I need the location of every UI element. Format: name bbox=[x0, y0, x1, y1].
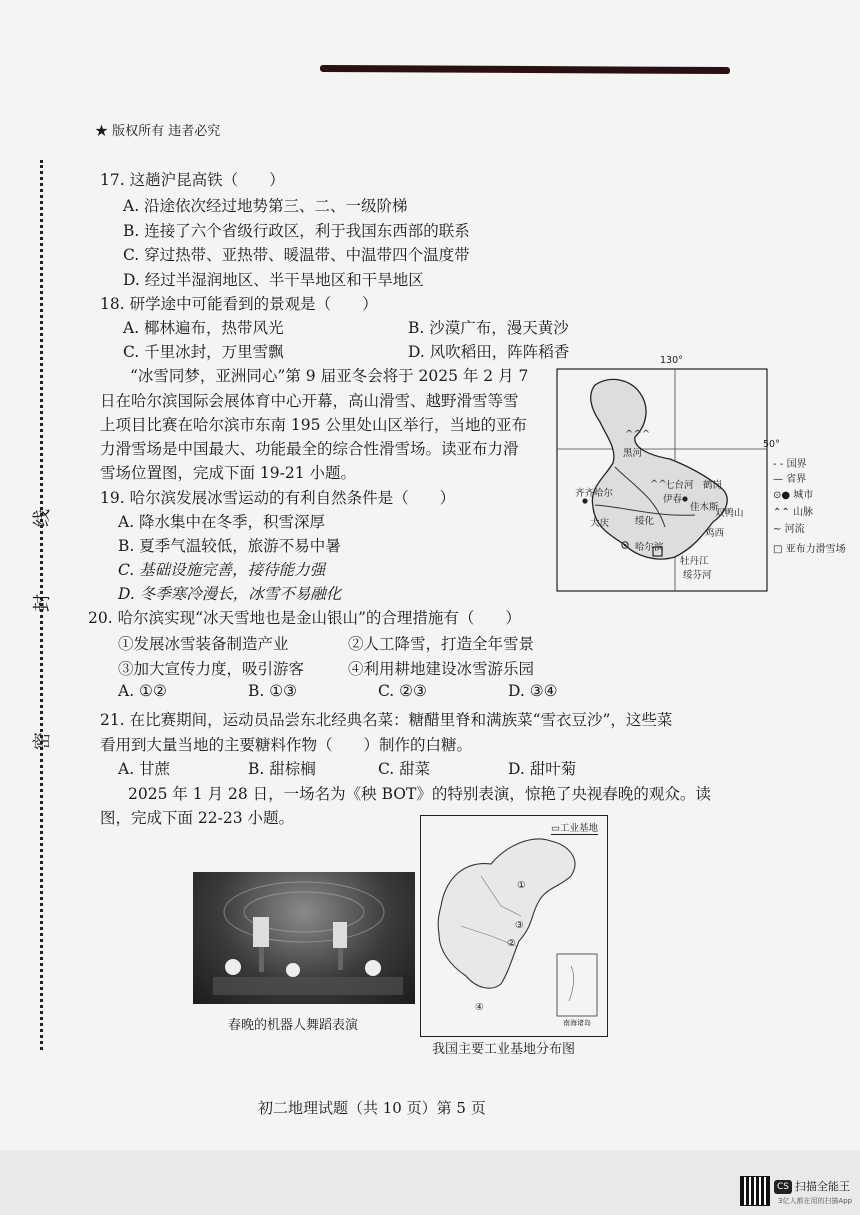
robot-dance-figures bbox=[193, 872, 415, 1004]
q20-statement-1: ①发展冰雪装备制造产业 bbox=[118, 635, 289, 653]
ski-resort-icon: □ bbox=[773, 544, 783, 555]
svg-text:^^^: ^^^ bbox=[625, 429, 651, 440]
passage1-line2: 日在哈尔滨国际会展体育中心开幕，高山滑雪、越野滑雪等雪 bbox=[100, 392, 519, 410]
q21-option-d: D. 甜叶菊 bbox=[508, 760, 577, 778]
national-border-icon: - - bbox=[773, 459, 784, 470]
map2-marker-2: ② bbox=[507, 938, 516, 949]
passage1-line5: 雪场位置图，完成下面 19-21 小题。 bbox=[100, 464, 357, 482]
robot-dance-photo bbox=[193, 872, 415, 1004]
page-footer: 初二地理试题（共 10 页）第 5 页 bbox=[258, 1099, 486, 1117]
river-icon: ∼ bbox=[773, 524, 782, 535]
map2-caption: 我国主要工业基地分布图 bbox=[432, 1042, 576, 1057]
passage2-line1: 2025 年 1 月 28 日，一场名为《秧 BOT》的特别表演，惊艳了央视春晚的观众。读 bbox=[128, 785, 711, 803]
q21-stem-line2: 看用到大量当地的主要糖料作物（ ）制作的白糖。 bbox=[100, 736, 473, 754]
q19-option-a: A. 降水集中在冬季，积雪深厚 bbox=[118, 513, 326, 531]
q17-option-c: C. 穿过热带、亚热带、暖温带、中温带四个温度带 bbox=[123, 246, 470, 264]
q21-stem-line1: 21. 在比赛期间，运动员品尝东北经典名菜：糖醋里脊和满族菜“雪衣豆沙”，这些菜 bbox=[100, 711, 673, 729]
yabuli-location-map bbox=[555, 355, 847, 593]
q19-option-d: D. 冬季寒冷漫长，冰雪不易融化 bbox=[118, 585, 342, 603]
legend-national-border: - - 国界 bbox=[773, 459, 807, 470]
q20-statement-4: ④利用耕地建设冰雪游乐园 bbox=[348, 660, 535, 678]
q20-statement-3: ③加大宣传力度，吸引游客 bbox=[118, 660, 305, 678]
margin-char-feng: 封 bbox=[32, 594, 53, 612]
map1-city-heihe: 黑河 bbox=[623, 448, 643, 459]
copyright-header: ★ 版权所有 违者必究 bbox=[95, 124, 221, 139]
q20-option-c: C. ②③ bbox=[378, 682, 427, 700]
scanner-slogan: 3亿人都在用的扫描App bbox=[778, 1197, 853, 1205]
q18-option-a: A. 椰林遍布，热带风光 bbox=[123, 319, 284, 337]
city-icon: ⊙● bbox=[773, 490, 791, 501]
photo-caption: 春晚的机器人舞蹈表演 bbox=[228, 1018, 359, 1033]
q19-stem: 19. 哈尔滨发展冰雪运动的有利自然条件是（ ） bbox=[100, 489, 456, 507]
svg-text:^^: ^^ bbox=[650, 479, 667, 490]
legend-mountain: ⌃⌃ 山脉 bbox=[773, 507, 813, 518]
map1-city-shuangyashan: 双鸭山 bbox=[715, 508, 744, 519]
legend-provincial-border: — 省界 bbox=[773, 474, 807, 485]
q18-option-c: C. 千里冰封，万里雪飘 bbox=[123, 343, 284, 361]
q19-option-c: C. 基础设施完善，接待能力强 bbox=[118, 561, 326, 579]
map1-city-harbin: 哈尔滨 bbox=[635, 542, 664, 553]
legend-river: ∼ 河流 bbox=[773, 524, 805, 535]
margin-char-mi: 密 bbox=[32, 732, 53, 750]
map2-inset-label: 南海诸岛 bbox=[563, 1019, 591, 1027]
q18-option-b: B. 沙漠广布，漫天黄沙 bbox=[408, 319, 569, 337]
qr-code-icon bbox=[740, 1176, 770, 1206]
map1-city-suihua: 绥化 bbox=[635, 516, 655, 527]
map1-city-jiamusi: 佳木斯 bbox=[690, 502, 719, 513]
camscanner-logo: CS bbox=[774, 1180, 792, 1194]
map1-city-jixi: 鸡西 bbox=[705, 528, 725, 539]
q21-option-a: A. 甘蔗 bbox=[118, 760, 171, 778]
q20-statement-2: ②人工降雪，打造全年雪景 bbox=[348, 635, 535, 653]
china-outline bbox=[421, 816, 607, 1036]
map2-legend: ▭工业基地 bbox=[551, 820, 598, 835]
passage2-line2: 图，完成下面 22-23 小题。 bbox=[100, 809, 295, 827]
provincial-border-icon: — bbox=[773, 474, 783, 485]
top-dark-bar bbox=[320, 65, 730, 74]
legend-ski-resort: □ 亚布力滑雪场 bbox=[773, 544, 846, 555]
scanner-brand: 扫描全能王 bbox=[795, 1180, 850, 1193]
q18-option-d: D. 风吹稻田，阵阵稻香 bbox=[408, 343, 570, 361]
passage1-line1: “冰雪同梦，亚洲同心”第 9 届亚冬会将于 2025 年 2 月 7 bbox=[130, 367, 529, 385]
map1-city-qiqihar: 齐齐哈尔 bbox=[575, 488, 614, 499]
q20-option-a: A. ①② bbox=[118, 682, 167, 700]
industrial-base-legend-icon: ▭ bbox=[551, 823, 560, 834]
map1-longitude: 130° bbox=[660, 355, 683, 366]
map2-marker-1: ① bbox=[517, 880, 526, 891]
q17-option-b: B. 连接了六个省级行政区，利于我国东西部的联系 bbox=[123, 222, 470, 240]
map1-city-hegang: 鹤岗 bbox=[703, 480, 723, 491]
q21-option-b: B. 甜棕榈 bbox=[248, 760, 316, 778]
map1-city-mudanjiang: 牡丹江 bbox=[680, 556, 709, 567]
margin-char-xian: 线 bbox=[32, 509, 53, 527]
map2-marker-3: ③ bbox=[515, 920, 524, 931]
q18-stem: 18. 研学途中可能看到的景观是（ ） bbox=[100, 295, 378, 313]
industrial-base-map bbox=[420, 815, 608, 1037]
map1-city-daqing: 大庆 bbox=[590, 518, 610, 529]
q21-option-c: C. 甜菜 bbox=[378, 760, 431, 778]
passage1-line3: 上项目比赛在哈尔滨市东南 195 公里处山区举行，当地的亚布 bbox=[100, 416, 527, 434]
passage1-line4: 力滑雪场是中国最大、功能最全的综合性滑雪场。读亚布力滑 bbox=[100, 440, 519, 458]
q17-stem: 17. 这趟沪昆高铁（ ） bbox=[100, 171, 285, 189]
q17-option-d: D. 经过半湿润地区、半干旱地区和干旱地区 bbox=[123, 271, 424, 289]
legend-city: ⊙● 城市 bbox=[773, 490, 814, 501]
q17-option-a: A. 沿途依次经过地势第三、二、一级阶梯 bbox=[123, 197, 408, 215]
mountain-icon: ⌃⌃ bbox=[773, 507, 790, 518]
map1-city-yichun: 伊春 bbox=[663, 494, 683, 505]
map1-city-qitaihe: 七台河 bbox=[665, 480, 694, 491]
q19-option-b: B. 夏季气温较低，旅游不易中暑 bbox=[118, 537, 341, 555]
map1-latitude: 50° bbox=[763, 439, 780, 450]
q20-option-d: D. ③④ bbox=[508, 682, 558, 700]
map2-marker-4: ④ bbox=[475, 1002, 484, 1013]
q20-stem: 20. 哈尔滨实现“冰天雪地也是金山银山”的合理措施有（ ） bbox=[88, 609, 521, 627]
map1-city-suifenhe: 绥芬河 bbox=[683, 570, 712, 581]
q20-option-b: B. ①③ bbox=[248, 682, 298, 700]
